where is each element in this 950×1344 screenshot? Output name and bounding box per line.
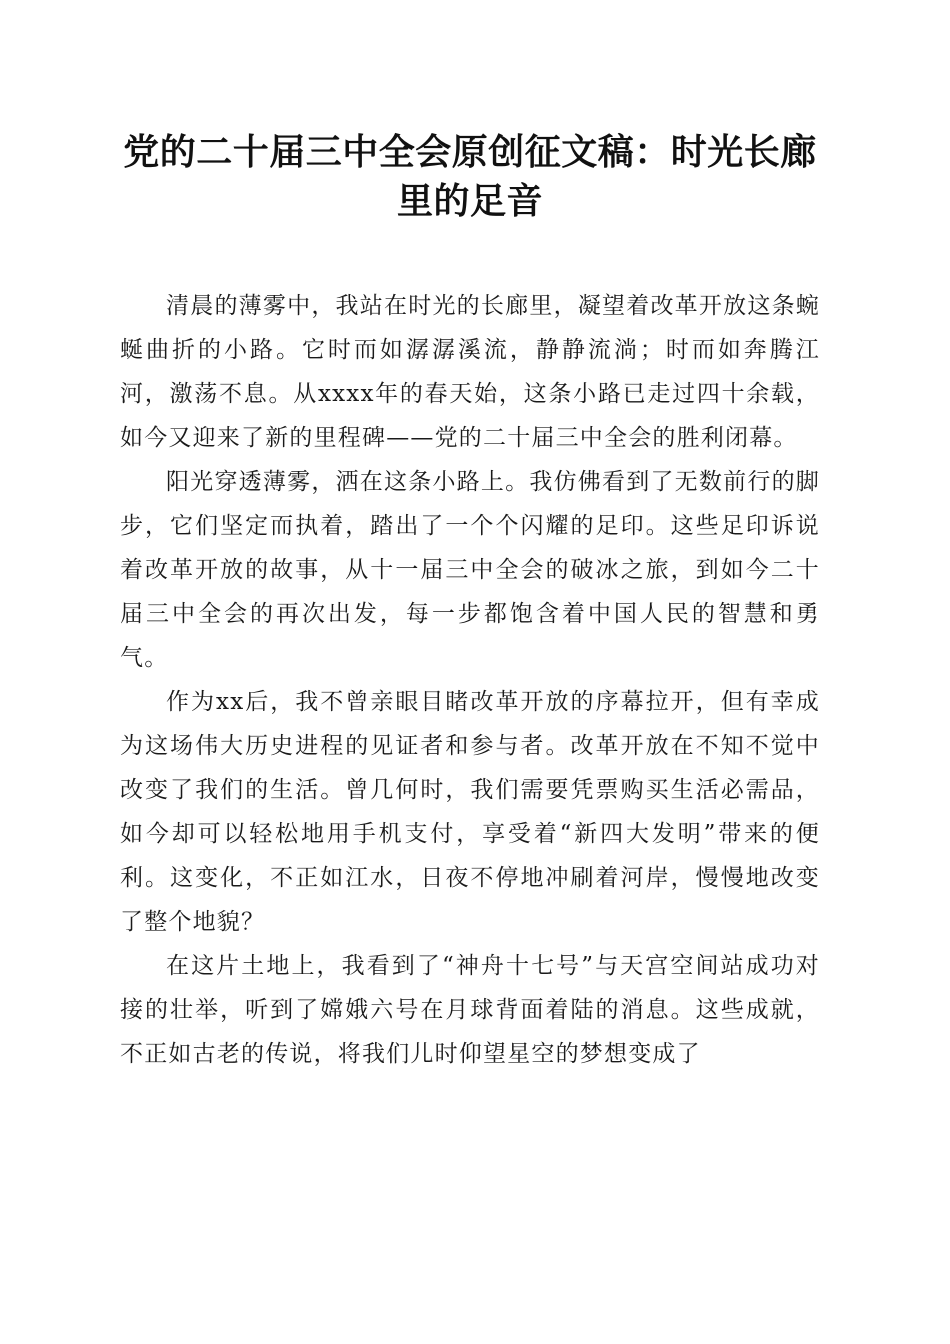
paragraph-4: 在这片土地上，我看到了“神舟十七号”与天宫空间站成功对接的壮举，听到了嫦娥六号在月球背面着陆的消息。这些成就，不正如古老的传说，将我们儿时仰望星空的梦想变成了 — [120, 953, 820, 1067]
paragraph-2: 阳光穿透薄雾，洒在这条小路上。我仿佛看到了无数前行的脚步，它们坚定而执着，踏出了一个个闪耀的足印。这些足印诉说着改革开放的故事，从十一届三中全会的破冰之旅，到如今二十届三中全会的再次出发，每一步都饱含着中国人民的智慧和勇气。 — [120, 469, 820, 671]
document-body — [120, 284, 820, 1076]
paragraph-3: 作为xx后，我不曾亲眼目睹改革开放的序幕拉开，但有幸成为这场伟大历史进程的见证者和参与者。改革开放在不知不觉中改变了我们的生活。曾几何时，我们需要凭票购买生活必需品，如今却可以轻松地用手机支付，享受着“新四大发明”带来的便利。这变化，不正如江水，日夜不停地冲刷着河岸，慢慢地改变了整个地貌？ — [120, 689, 820, 935]
paragraph-1: 清晨的薄雾中，我站在时光的长廊里，凝望着改革开放这条蜿蜒曲折的小路。它时而如潺潺溪流，静静流淌；时而如奔腾江河，激荡不息。从xxxx年的春天始，这条小路已走过四十余载，如今又迎来了新的里程碑——党的二十届三中全会的胜利闭幕。 — [120, 293, 820, 451]
document-page — [120, 128, 820, 1076]
document-title: 党的二十届三中全会原创征文稿：时光长廊里的足音 — [123, 132, 817, 222]
